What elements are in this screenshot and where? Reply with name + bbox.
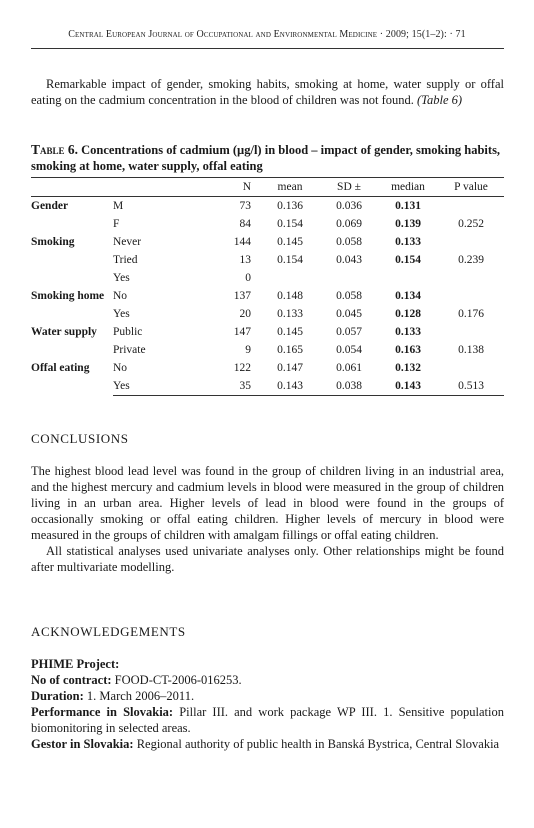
- performance-value: Pillar III. and work package WP III. 1. Sensitive population biomonitoring in selected areas.: [31, 705, 504, 735]
- conclusions-heading: CONCLUSIONS: [31, 431, 129, 446]
- mean-cell: 0.154: [277, 218, 303, 230]
- mean-cell: 0.136: [277, 200, 303, 212]
- intro-table-ref: (Table 6): [417, 93, 463, 107]
- table-label: Table 6.: [31, 142, 79, 157]
- sd-cell: 0.057: [336, 326, 362, 338]
- n-cell: 122: [233, 362, 251, 374]
- mean-cell: 0.148: [277, 290, 303, 302]
- pvalue-cell: 0.239: [458, 254, 484, 266]
- median-cell: 0.133: [395, 326, 421, 338]
- table-row: [31, 323, 504, 341]
- median-cell: [378, 269, 438, 287]
- sd-cell: 0.054: [336, 344, 362, 356]
- category-cell: Yes: [113, 308, 130, 320]
- col-header-pvalue: P value: [438, 178, 504, 197]
- group-label: Smoking: [31, 236, 75, 248]
- intro-text: Remarkable impact of gender, smoking habits, smoking at home, water supply or offal eating on the cadmium concentration in the blood of children was not found.: [31, 77, 504, 107]
- col-header-sd: SD ±: [320, 178, 378, 197]
- category-cell: Tried: [113, 254, 138, 266]
- pvalue-cell: 0.138: [458, 344, 484, 356]
- mean-cell: 0.145: [277, 236, 303, 248]
- category-cell: F: [113, 218, 120, 230]
- acknowledgements-heading: ACKNOWLEDGEMENTS: [31, 624, 186, 639]
- sd-cell: 0.038: [320, 377, 378, 396]
- group-label: Water supply: [31, 326, 97, 338]
- mean-cell: 0.165: [277, 344, 303, 356]
- median-cell: 0.128: [395, 308, 421, 320]
- group-label: Gender: [31, 200, 69, 212]
- category-cell: No: [113, 362, 128, 374]
- col-header-n: N: [173, 178, 260, 197]
- category-cell: Public: [113, 326, 143, 338]
- gestor-value: Regional authority of public health in Banská Bystrica, Central Slovakia: [136, 737, 500, 751]
- intro-paragraph: [31, 76, 504, 108]
- n-cell: 137: [233, 290, 251, 302]
- median-cell: 0.131: [395, 200, 421, 212]
- pvalue-cell: 0.176: [458, 308, 484, 320]
- category-cell: Private: [113, 344, 146, 356]
- pvalue-cell: [438, 287, 504, 305]
- table-row: [31, 359, 504, 377]
- col-header-category: [113, 178, 173, 197]
- category-cell: M: [113, 200, 124, 212]
- duration-value: 1. March 2006–2011.: [86, 689, 195, 703]
- performance-label: Performance in Slovakia:: [31, 705, 174, 719]
- category-cell: Yes: [113, 377, 173, 396]
- category-cell: Yes: [113, 272, 130, 284]
- table-row: [31, 233, 504, 251]
- sd-cell: 0.036: [336, 200, 362, 212]
- cadmium-table: [31, 177, 504, 396]
- n-cell: 73: [239, 200, 251, 212]
- n-cell: 13: [239, 254, 251, 266]
- duration-label: Duration:: [31, 689, 84, 703]
- journal-name: Central European Journal of Occupational and Environmental Medicine: [68, 29, 378, 40]
- median-cell: 0.163: [395, 344, 421, 356]
- median-cell: 0.154: [395, 254, 421, 266]
- pvalue-cell: [438, 269, 504, 287]
- mean-cell: 0.147: [277, 362, 303, 374]
- n-cell: 20: [239, 308, 251, 320]
- n-cell: 0: [245, 272, 251, 284]
- median-cell: 0.134: [395, 290, 421, 302]
- table-caption-text: Concentrations of cadmium (µg/l) in blood – impact of gender, smoking habits, smoking at home, water supply, offal eating: [31, 143, 501, 173]
- median-cell: 0.139: [395, 218, 421, 230]
- project-label: PHIME Project:: [31, 657, 120, 671]
- running-header: [0, 29, 534, 40]
- sd-cell: 0.061: [336, 362, 362, 374]
- sd-cell: 0.058: [336, 236, 362, 248]
- n-cell: 144: [233, 236, 251, 248]
- conclusions-paragraph-1: The highest blood lead level was found in the group of children living in an industrial area, and the highest mercury and cadmium levels in blood were measured in the group of children living in an urban area. Higher levels of lead in blood were found in the groups of occasionally smoking or offal eating children. Higher levels of mercury in blood were measured in the groups of children with amalgam fillings or offal eating children.: [31, 464, 504, 542]
- category-cell: Never: [113, 236, 142, 248]
- pvalue-cell: 0.513: [438, 377, 504, 396]
- sd-cell: 0.069: [336, 218, 362, 230]
- header-rule: [31, 48, 504, 49]
- mean-cell: 0.133: [277, 308, 303, 320]
- pvalue-cell: [438, 359, 504, 377]
- n-cell: 9: [245, 344, 251, 356]
- pvalue-cell: [438, 323, 504, 341]
- sd-cell: [320, 269, 378, 287]
- n-cell: 84: [239, 218, 251, 230]
- contract-value: FOOD-CT-2006-016253.: [114, 673, 242, 687]
- mean-cell: 0.143: [260, 377, 320, 396]
- conclusions-body: [31, 463, 504, 575]
- col-header-median: median: [378, 178, 438, 197]
- col-header-group: [31, 178, 113, 197]
- gestor-label: Gestor in Slovakia:: [31, 737, 134, 751]
- table-caption: [31, 142, 504, 174]
- mean-cell: [260, 269, 320, 287]
- pvalue-cell: [438, 233, 504, 251]
- table-row: [31, 287, 504, 305]
- group-label: Offal eating: [31, 362, 90, 374]
- table-row: [31, 197, 504, 216]
- sd-cell: 0.045: [336, 308, 362, 320]
- acknowledgements-body: [31, 656, 504, 752]
- median-cell: 0.133: [395, 236, 421, 248]
- table-header-row: [31, 178, 504, 197]
- category-cell: No: [113, 290, 128, 302]
- median-cell: 0.132: [395, 362, 421, 374]
- mean-cell: 0.154: [277, 254, 303, 266]
- n-cell: 35: [173, 377, 260, 396]
- n-cell: 147: [233, 326, 251, 338]
- sd-cell: 0.058: [336, 290, 362, 302]
- pvalue-cell: 0.252: [458, 218, 484, 230]
- median-cell: 0.143: [378, 377, 438, 396]
- conclusions-paragraph-2: All statistical analyses used univariate analyses only. Other relationships might be found after multivariate modelling.: [31, 544, 504, 574]
- mean-cell: 0.145: [277, 326, 303, 338]
- pvalue-cell: [438, 197, 504, 216]
- sd-cell: 0.043: [336, 254, 362, 266]
- group-label: Smoking home: [31, 290, 105, 302]
- citation: · 2009; 15(1–2): · 71: [379, 29, 466, 40]
- col-header-mean: mean: [260, 178, 320, 197]
- contract-label: No of contract:: [31, 673, 112, 687]
